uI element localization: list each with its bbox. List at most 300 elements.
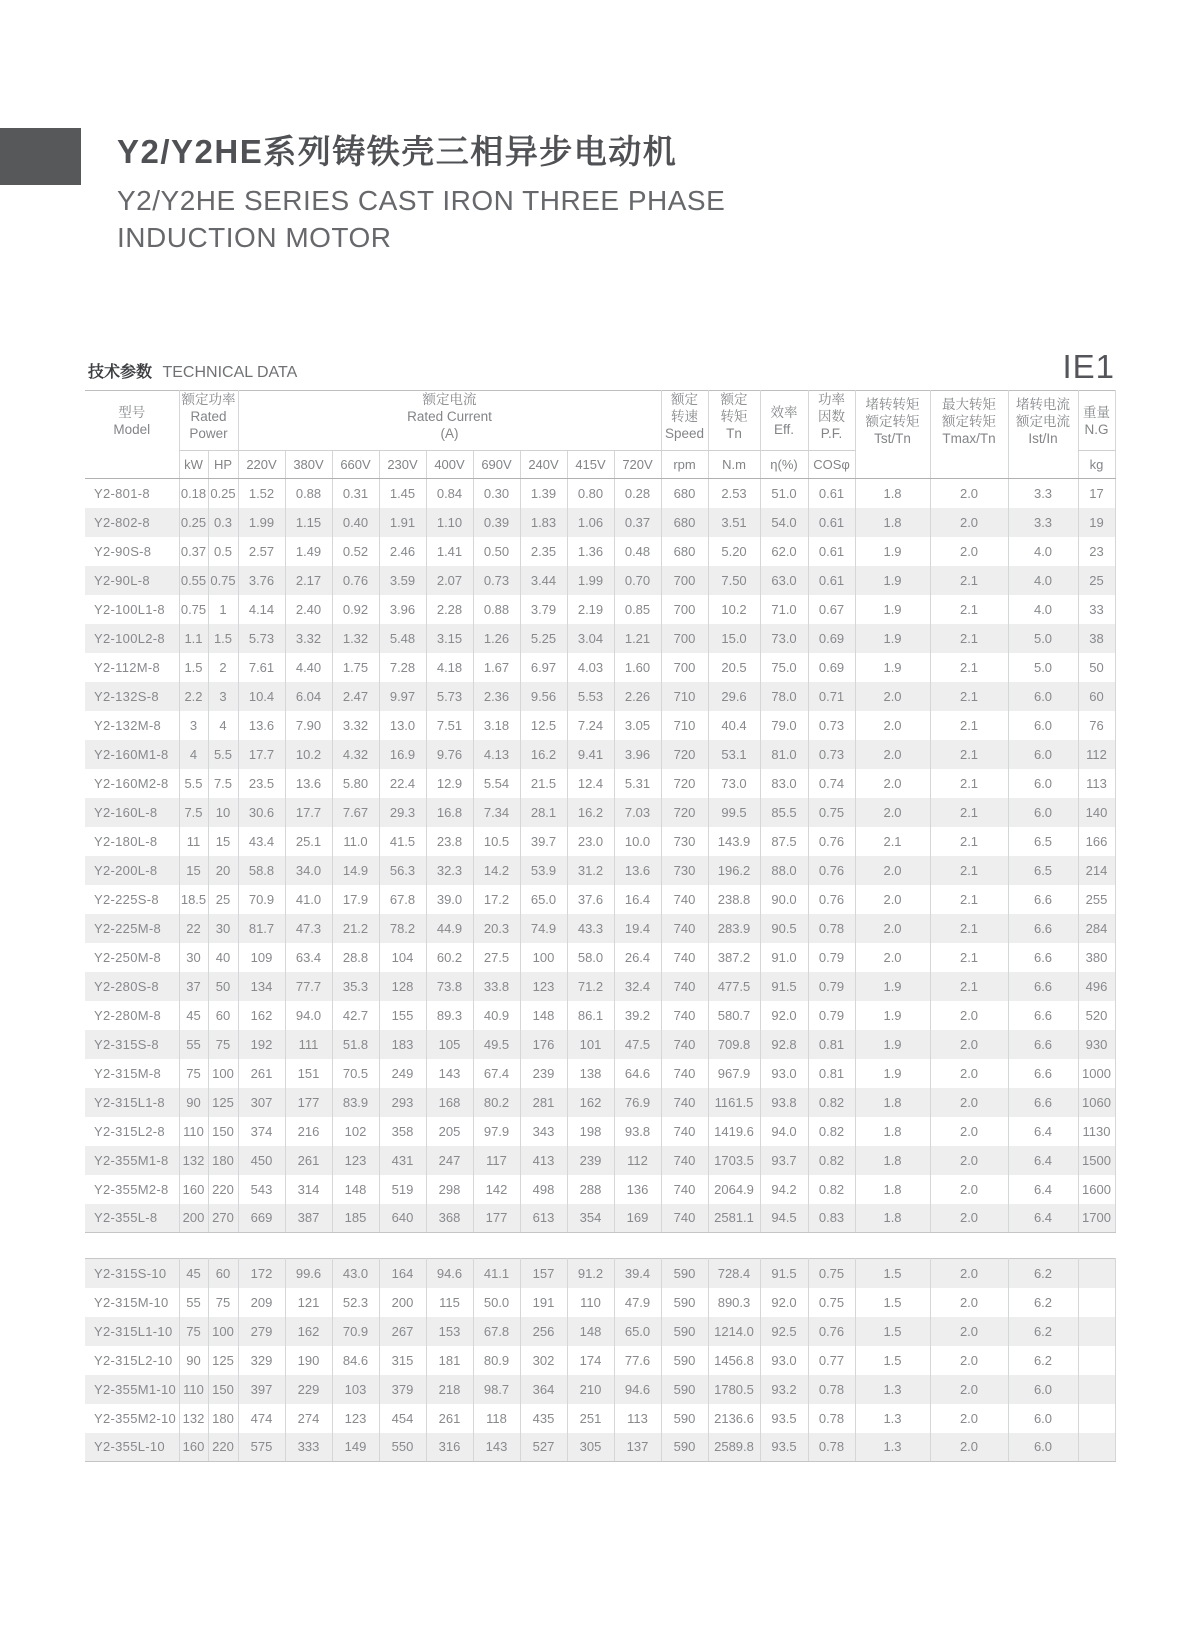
value-cell: 1.9: [855, 1059, 930, 1088]
value-cell: 41.5: [379, 827, 426, 856]
value-cell: 1.91: [379, 508, 426, 537]
value-cell: 15.0: [708, 624, 760, 653]
value-cell: 6.6: [1008, 1088, 1078, 1117]
value-cell: 2.0: [930, 1175, 1008, 1204]
value-cell: 0.74: [808, 769, 855, 798]
table-row: [85, 1433, 1115, 1462]
title-accent-bar: [0, 128, 81, 185]
value-cell: 2.0: [930, 1375, 1008, 1404]
value-cell: 251: [567, 1404, 614, 1433]
value-cell: 73.0: [760, 624, 808, 653]
value-cell: 177: [473, 1204, 520, 1233]
model-cell: Y2-160M2-8: [94, 775, 169, 791]
value-cell: 25.1: [285, 827, 332, 856]
value-cell: 2.0: [930, 1346, 1008, 1375]
value-cell: 314: [285, 1175, 332, 1204]
value-cell: 2.0: [930, 1204, 1008, 1233]
value-cell: 0.82: [808, 1175, 855, 1204]
value-cell: 1.9: [855, 653, 930, 682]
value-cell: 543: [238, 1175, 285, 1204]
technical-data-table-10pole: [85, 1258, 1116, 1462]
value-cell: 51.8: [332, 1030, 379, 1059]
table-row: [85, 1375, 1115, 1404]
value-cell: 53.1: [708, 740, 760, 769]
value-cell: 44.9: [426, 914, 473, 943]
value-cell: 6.2: [1008, 1288, 1078, 1317]
value-cell: 0.75: [208, 566, 238, 595]
value-cell: 7.03: [614, 798, 661, 827]
value-cell: 160: [179, 1175, 208, 1204]
value-cell: 6.6: [1008, 885, 1078, 914]
value-cell: 220: [208, 1433, 238, 1462]
value-cell: 183: [379, 1030, 426, 1059]
value-cell: 0.67: [808, 595, 855, 624]
value-cell: 3: [179, 711, 208, 740]
value-cell: 137: [614, 1433, 661, 1462]
table-row: [85, 1117, 1115, 1146]
value-cell: 93.0: [760, 1346, 808, 1375]
value-cell: 14.9: [332, 856, 379, 885]
value-cell: 138: [567, 1059, 614, 1088]
value-cell: 2.1: [930, 624, 1008, 653]
value-cell: 4.0: [1008, 537, 1078, 566]
value-cell: 2.1: [930, 566, 1008, 595]
value-cell: 39.0: [426, 885, 473, 914]
value-cell: 32.4: [614, 972, 661, 1001]
value-cell: 25: [208, 885, 238, 914]
value-cell: 7.34: [473, 798, 520, 827]
value-cell: 7.28: [379, 653, 426, 682]
value-cell: 1130: [1078, 1117, 1115, 1146]
value-cell: 172: [238, 1259, 285, 1288]
value-cell: 6.6: [1008, 972, 1078, 1001]
group-header-row: [85, 391, 1115, 451]
value-cell: 7.24: [567, 711, 614, 740]
value-cell: 0.50: [473, 537, 520, 566]
value-cell: 274: [285, 1404, 332, 1433]
value-cell: 680: [661, 537, 708, 566]
value-cell: 0.76: [808, 827, 855, 856]
value-cell: 181: [426, 1346, 473, 1375]
value-cell: 32.3: [426, 856, 473, 885]
value-cell: 1703.5: [708, 1146, 760, 1175]
model-cell: Y2-315S-10: [94, 1265, 167, 1281]
value-cell: 30.6: [238, 798, 285, 827]
value-cell: 333: [285, 1433, 332, 1462]
value-cell: 4: [179, 740, 208, 769]
value-cell: 740: [661, 1001, 708, 1030]
value-cell: 0.25: [208, 479, 238, 508]
value-cell: 113: [614, 1404, 661, 1433]
table-row: [85, 1317, 1115, 1346]
value-cell: 40.9: [473, 1001, 520, 1030]
value-cell: 35.3: [332, 972, 379, 1001]
value-cell: 17.2: [473, 885, 520, 914]
model-cell: Y2-315L2-8: [94, 1123, 165, 1139]
value-cell: 110: [567, 1288, 614, 1317]
value-cell: 0.84: [426, 479, 473, 508]
value-cell: 2.1: [930, 740, 1008, 769]
value-cell: 10.5: [473, 827, 520, 856]
value-cell: 17: [1078, 479, 1115, 508]
value-cell: 2: [208, 653, 238, 682]
value-cell: 140: [1078, 798, 1115, 827]
value-cell: 3.18: [473, 711, 520, 740]
value-cell: 103: [332, 1375, 379, 1404]
value-cell: 40: [208, 943, 238, 972]
value-cell: 2.40: [285, 595, 332, 624]
value-cell: 700: [661, 624, 708, 653]
value-cell: 590: [661, 1317, 708, 1346]
value-cell: 3.05: [614, 711, 661, 740]
value-cell: 1.8: [855, 508, 930, 537]
value-cell: 1.3: [855, 1433, 930, 1462]
value-cell: 1.5: [855, 1346, 930, 1375]
table-row: [85, 1001, 1115, 1030]
value-cell: 0.61: [808, 479, 855, 508]
value-cell: 33: [1078, 595, 1115, 624]
value-cell: 0.78: [808, 1375, 855, 1404]
value-cell: 92.5: [760, 1317, 808, 1346]
value-cell: 1.45: [379, 479, 426, 508]
value-cell: 50: [208, 972, 238, 1001]
value-cell: 49.5: [473, 1030, 520, 1059]
value-cell: 5.5: [208, 740, 238, 769]
value-cell: 58.0: [567, 943, 614, 972]
value-cell: 2064.9: [708, 1175, 760, 1204]
value-cell: 94.5: [760, 1204, 808, 1233]
model-cell: Y2-90S-8: [94, 543, 152, 559]
value-cell: 740: [661, 943, 708, 972]
section-title-english: TECHNICAL DATA: [162, 364, 298, 381]
value-cell: 740: [661, 1030, 708, 1059]
value-cell: 590: [661, 1375, 708, 1404]
value-cell: 91.0: [760, 943, 808, 972]
value-cell: 0.3: [208, 508, 238, 537]
value-cell: 5.25: [520, 624, 567, 653]
value-cell: 55: [179, 1288, 208, 1317]
value-cell: 43.3: [567, 914, 614, 943]
table-row: [85, 1146, 1115, 1175]
value-cell: 1.21: [614, 624, 661, 653]
value-cell: 19.4: [614, 914, 661, 943]
value-cell: 60: [1078, 682, 1115, 711]
value-cell: 267: [379, 1317, 426, 1346]
value-cell: 4.18: [426, 653, 473, 682]
value-cell: 20.5: [708, 653, 760, 682]
value-cell: 279: [238, 1317, 285, 1346]
value-cell: 379: [379, 1375, 426, 1404]
value-cell: 343: [520, 1117, 567, 1146]
value-cell: 21.5: [520, 769, 567, 798]
value-cell: 11.0: [332, 827, 379, 856]
unit-header-cell: 690V: [473, 451, 520, 479]
value-cell: 9.76: [426, 740, 473, 769]
value-cell: 5.53: [567, 682, 614, 711]
value-cell: 7.67: [332, 798, 379, 827]
value-cell: 709.8: [708, 1030, 760, 1059]
value-cell: 4.0: [1008, 595, 1078, 624]
value-cell: 125: [208, 1346, 238, 1375]
value-cell: 93.2: [760, 1375, 808, 1404]
value-cell: 20.3: [473, 914, 520, 943]
value-cell: 0.40: [332, 508, 379, 537]
value-cell: 288: [567, 1175, 614, 1204]
value-cell: 2.1: [855, 827, 930, 856]
model-cell: Y2-315L1-8: [94, 1094, 165, 1110]
value-cell: 180: [208, 1146, 238, 1175]
value-cell: 14.2: [473, 856, 520, 885]
value-cell: 1.5: [855, 1317, 930, 1346]
value-cell: 16.2: [567, 798, 614, 827]
value-cell: 0.69: [808, 653, 855, 682]
value-cell: 4.0: [1008, 566, 1078, 595]
value-cell: 2.0: [930, 1433, 1008, 1462]
page-title-chinese: Y2/Y2HE系列铸铁壳三相异步电动机: [117, 133, 678, 170]
value-cell: 94.0: [285, 1001, 332, 1030]
value-cell: 4.40: [285, 653, 332, 682]
table-row: [85, 1204, 1115, 1233]
value-cell: 77.6: [614, 1346, 661, 1375]
value-cell: 65.0: [520, 885, 567, 914]
value-cell: 1700: [1078, 1204, 1115, 1233]
value-cell: 2136.6: [708, 1404, 760, 1433]
value-cell: 0.30: [473, 479, 520, 508]
unit-header-cell: rpm: [661, 451, 708, 479]
value-cell: 1000: [1078, 1059, 1115, 1088]
value-cell: 164: [379, 1259, 426, 1288]
value-cell: 3.3: [1008, 508, 1078, 537]
value-cell: 123: [332, 1146, 379, 1175]
value-cell: 55: [179, 1030, 208, 1059]
table-body-8pole: [85, 479, 1115, 1233]
value-cell: 397: [238, 1375, 285, 1404]
value-cell: 125: [208, 1088, 238, 1117]
value-cell: 0.31: [332, 479, 379, 508]
value-cell: 93.8: [614, 1117, 661, 1146]
value-cell: 2.1: [930, 798, 1008, 827]
col-header-weight: 重量 N.G: [1078, 391, 1115, 451]
value-cell: 0.39: [473, 508, 520, 537]
value-cell: 143: [426, 1059, 473, 1088]
table-row: [85, 566, 1115, 595]
value-cell: 87.5: [760, 827, 808, 856]
value-cell: 5.80: [332, 769, 379, 798]
table-head: [85, 391, 1115, 479]
value-cell: 16.2: [520, 740, 567, 769]
col-header-speed: 额定 转速 Speed: [661, 391, 708, 451]
value-cell: 149: [332, 1433, 379, 1462]
value-cell: 450: [238, 1146, 285, 1175]
value-cell: 0.81: [808, 1030, 855, 1059]
value-cell: 0.85: [614, 595, 661, 624]
value-cell: 150: [208, 1117, 238, 1146]
value-cell: [1078, 1288, 1115, 1317]
value-cell: 1.83: [520, 508, 567, 537]
value-cell: 256: [520, 1317, 567, 1346]
value-cell: 12.9: [426, 769, 473, 798]
value-cell: 113: [1078, 769, 1115, 798]
value-cell: 81.0: [760, 740, 808, 769]
value-cell: 115: [426, 1288, 473, 1317]
value-cell: 79.0: [760, 711, 808, 740]
value-cell: 73.8: [426, 972, 473, 1001]
value-cell: 1.32: [332, 624, 379, 653]
value-cell: 162: [285, 1317, 332, 1346]
value-cell: 80.9: [473, 1346, 520, 1375]
value-cell: 12.5: [520, 711, 567, 740]
value-cell: 435: [520, 1404, 567, 1433]
value-cell: 740: [661, 885, 708, 914]
value-cell: 112: [614, 1146, 661, 1175]
value-cell: 2.07: [426, 566, 473, 595]
value-cell: 302: [520, 1346, 567, 1375]
value-cell: 2.1: [930, 856, 1008, 885]
value-cell: 0.73: [808, 711, 855, 740]
value-cell: 13.6: [614, 856, 661, 885]
value-cell: 6.0: [1008, 682, 1078, 711]
value-cell: 1.3: [855, 1404, 930, 1433]
value-cell: 6.6: [1008, 1030, 1078, 1059]
value-cell: 15: [179, 856, 208, 885]
value-cell: 0.82: [808, 1088, 855, 1117]
value-cell: 270: [208, 1204, 238, 1233]
value-cell: 160: [179, 1433, 208, 1462]
value-cell: 0.70: [614, 566, 661, 595]
value-cell: 2.26: [614, 682, 661, 711]
value-cell: 29.3: [379, 798, 426, 827]
value-cell: 94.2: [760, 1175, 808, 1204]
value-cell: 1161.5: [708, 1088, 760, 1117]
table-row: [85, 740, 1115, 769]
value-cell: 91.5: [760, 972, 808, 1001]
value-cell: 23.0: [567, 827, 614, 856]
value-cell: 0.88: [473, 595, 520, 624]
value-cell: 3.04: [567, 624, 614, 653]
value-cell: 90.0: [760, 885, 808, 914]
value-cell: 740: [661, 1175, 708, 1204]
value-cell: 41.1: [473, 1259, 520, 1288]
value-cell: 43.0: [332, 1259, 379, 1288]
col-header-model: 型号 Model: [85, 391, 179, 479]
value-cell: 590: [661, 1404, 708, 1433]
value-cell: 67.4: [473, 1059, 520, 1088]
value-cell: 20: [208, 856, 238, 885]
value-cell: 157: [520, 1259, 567, 1288]
value-cell: 1.9: [855, 566, 930, 595]
value-cell: 93.0: [760, 1059, 808, 1088]
value-cell: 6.0: [1008, 769, 1078, 798]
unit-header-cell: η(%): [760, 451, 808, 479]
model-cell: Y2-315M-10: [94, 1294, 169, 1310]
value-cell: 519: [379, 1175, 426, 1204]
value-cell: 1780.5: [708, 1375, 760, 1404]
value-cell: 261: [285, 1146, 332, 1175]
table-row: [85, 595, 1115, 624]
value-cell: 1.5: [208, 624, 238, 653]
value-cell: 5.73: [238, 624, 285, 653]
value-cell: 11: [179, 827, 208, 856]
value-cell: 527: [520, 1433, 567, 1462]
value-cell: 0.25: [179, 508, 208, 537]
value-cell: 590: [661, 1288, 708, 1317]
value-cell: 5.0: [1008, 624, 1078, 653]
value-cell: 1.9: [855, 624, 930, 653]
value-cell: 104: [379, 943, 426, 972]
value-cell: 6.0: [1008, 740, 1078, 769]
value-cell: 50: [1078, 653, 1115, 682]
value-cell: 1.3: [855, 1375, 930, 1404]
value-cell: 31.2: [567, 856, 614, 885]
value-cell: 33.8: [473, 972, 520, 1001]
value-cell: 99.5: [708, 798, 760, 827]
value-cell: 10.2: [285, 740, 332, 769]
value-cell: 220: [208, 1175, 238, 1204]
value-cell: 3: [208, 682, 238, 711]
value-cell: 23: [1078, 537, 1115, 566]
section-title: [88, 359, 297, 386]
value-cell: 168: [426, 1088, 473, 1117]
value-cell: 580.7: [708, 1001, 760, 1030]
unit-header-cell: 220V: [238, 451, 285, 479]
value-cell: 54.0: [760, 508, 808, 537]
value-cell: 374: [238, 1117, 285, 1146]
page-title-english-line1: Y2/Y2HE SERIES CAST IRON THREE PHASE: [117, 185, 726, 216]
model-cell: Y2-90L-8: [94, 572, 150, 588]
value-cell: 2.57: [238, 537, 285, 566]
section-title-chinese: 技术参数: [88, 364, 153, 381]
value-cell: 60: [208, 1001, 238, 1030]
model-cell: Y2-160L-8: [94, 804, 158, 820]
value-cell: 0.78: [808, 1404, 855, 1433]
value-cell: 6.0: [1008, 1433, 1078, 1462]
value-cell: 247: [426, 1146, 473, 1175]
value-cell: 6.4: [1008, 1117, 1078, 1146]
value-cell: 0.73: [808, 740, 855, 769]
value-cell: 283.9: [708, 914, 760, 943]
value-cell: 50.0: [473, 1288, 520, 1317]
value-cell: 293: [379, 1088, 426, 1117]
efficiency-class-badge: IE1: [1062, 348, 1115, 385]
value-cell: 121: [285, 1288, 332, 1317]
table-row: [85, 1288, 1115, 1317]
value-cell: 75: [208, 1288, 238, 1317]
value-cell: 6.2: [1008, 1346, 1078, 1375]
col-header-ist-in: 堵转电流 额定电流 Ist/In: [1008, 391, 1078, 479]
value-cell: 58.8: [238, 856, 285, 885]
value-cell: 680: [661, 479, 708, 508]
model-cell: Y2-100L2-8: [94, 630, 165, 646]
value-cell: 1.8: [855, 1175, 930, 1204]
value-cell: 90: [179, 1088, 208, 1117]
value-cell: [1078, 1375, 1115, 1404]
value-cell: 45: [179, 1001, 208, 1030]
value-cell: 110: [179, 1117, 208, 1146]
value-cell: 47.3: [285, 914, 332, 943]
model-cell: Y2-355L-10: [85, 1433, 179, 1462]
value-cell: 2.1: [930, 711, 1008, 740]
value-cell: 354: [567, 1204, 614, 1233]
value-cell: 2.2: [179, 682, 208, 711]
value-cell: 590: [661, 1259, 708, 1288]
value-cell: 30: [208, 914, 238, 943]
value-cell: 1.39: [520, 479, 567, 508]
table-row: [85, 1030, 1115, 1059]
value-cell: 740: [661, 1059, 708, 1088]
value-cell: 387: [285, 1204, 332, 1233]
value-cell: 730: [661, 856, 708, 885]
table-row: [85, 682, 1115, 711]
